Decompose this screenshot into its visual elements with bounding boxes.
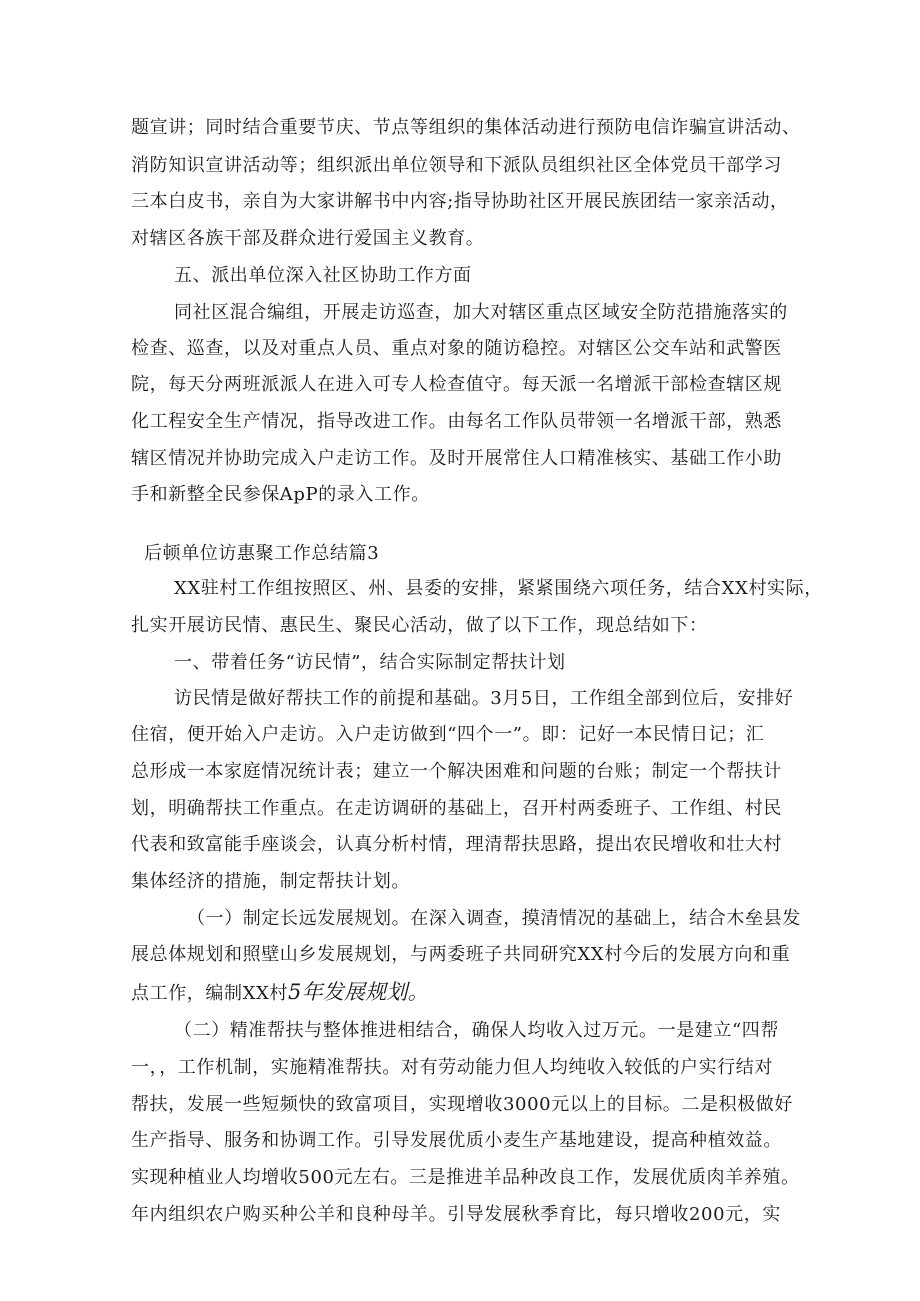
text-line: 消防知识宣讲活动等；组织派出单位领导和下派队员组织社区全体党员干部学习 xyxy=(131,155,782,176)
text-line: 扎实开展访民情、惠民生、聚民心活动，做了以下工作，现总结如下： xyxy=(131,615,708,636)
text-line: 年内组织农户购买种公羊和良种母羊。引导发展秋季育比，每只增收200元，实 xyxy=(131,1204,781,1225)
text-line: 划，明确帮扶工作重点。在走访调研的基础上，召开村两委班子、工作组、村民 xyxy=(131,798,782,819)
text-line: 院，每天分两班派派人在进入可专人检查值守。每天派一名增派干部检查辖区规 xyxy=(131,374,782,395)
text-line: XX驻村工作组按照区、州、县委的安排，紧紧围绕六项任务，结合XX村实际， xyxy=(174,578,823,599)
text-line: 化工程安全生产情况，指导改进工作。由每名工作队员带领一名增派干部，熟悉 xyxy=(131,411,782,432)
text-line: 检查、巡查，以及对重点人员、重点对象的随访稳控。对辖区公交车站和武警医 xyxy=(131,338,782,359)
text-line: 题宣讲；同时结合重要节庆、节点等组织的集体活动进行预防电信诈骗宣讲活动、 xyxy=(131,117,801,138)
text-line: 总形成一本家庭情况统计表；建立一个解决困难和问题的台账；制定一个帮扶计 xyxy=(131,761,782,782)
section-heading: 一、带着任务“访民情”，结合实际制定帮扶计划 xyxy=(174,652,566,673)
text-line: 集体经济的措施，制定帮扶计划。 xyxy=(131,871,410,892)
section-heading: 五、派出单位深入社区协助工作方面 xyxy=(174,265,472,286)
text-line: 实现种植业人均增收500元左右。三是推进羊品种改良工作，发展优质肉羊养殖。 xyxy=(131,1167,800,1188)
text-line: 手和新整全民参保ApP的录入工作。 xyxy=(131,484,430,505)
text-line: 帮扶，发展一些短频快的致富项目，实现增收3000元以上的目标。二是积极做好 xyxy=(131,1094,794,1115)
text-line-start: 点工作，编制XX村 xyxy=(131,983,289,1004)
text-line: （二）精准帮扶与整体推进相结合，确保人均收入过万元。一是建立“四帮 xyxy=(174,1020,779,1041)
article-title: 后顿单位访惠聚工作总结篇3 xyxy=(144,543,380,564)
text-line: 展总体规划和照壁山乡发展规划，与两委班子共同研究XX村今后的发展方向和重 xyxy=(131,944,791,965)
text-line: 访民情是做好帮扶工作的前提和基础。3月5日，工作组全部到位后，安排好 xyxy=(174,688,794,709)
text-line: 辖区情况并协助完成入户走访工作。及时开展常住人口精准核实、基础工作小助 xyxy=(131,448,782,469)
text-line: （一）制定长远发展规划。在深入调查，摸清情况的基础上，结合木垒县发 xyxy=(187,908,801,929)
text-line: 同社区混合编组，开展走访巡查，加大对辖区重点区域安全防范措施落实的 xyxy=(174,302,788,323)
text-line: 三本白皮书，亲自为大家讲解书中内容;指导协助社区开展民族团结一家亲活动， xyxy=(131,191,789,212)
text-line: 住宿，便开始入户走访。入户走访做到“四个一”。即：记好一本民情日记；汇 xyxy=(131,724,765,745)
text-line: 对辖区各族干部及群众进行爱国主义教育。 xyxy=(131,228,485,249)
text-line: 代表和致富能手座谈会，认真分析村情，理清帮扶思路，提出农民增收和壮大村 xyxy=(131,834,782,855)
text-line: 一，，工作机制，实施精准帮扶。对有劳动能力但人均纯收入较低的户实行结对 xyxy=(131,1057,773,1078)
text-line: 生产指导、服务和协调工作。引导发展优质小麦生产基地建设，提高种植效益。 xyxy=(131,1130,782,1151)
text-line xyxy=(131,979,429,1005)
text-line-italic-tail: 5年发展规划。 xyxy=(288,980,429,1004)
